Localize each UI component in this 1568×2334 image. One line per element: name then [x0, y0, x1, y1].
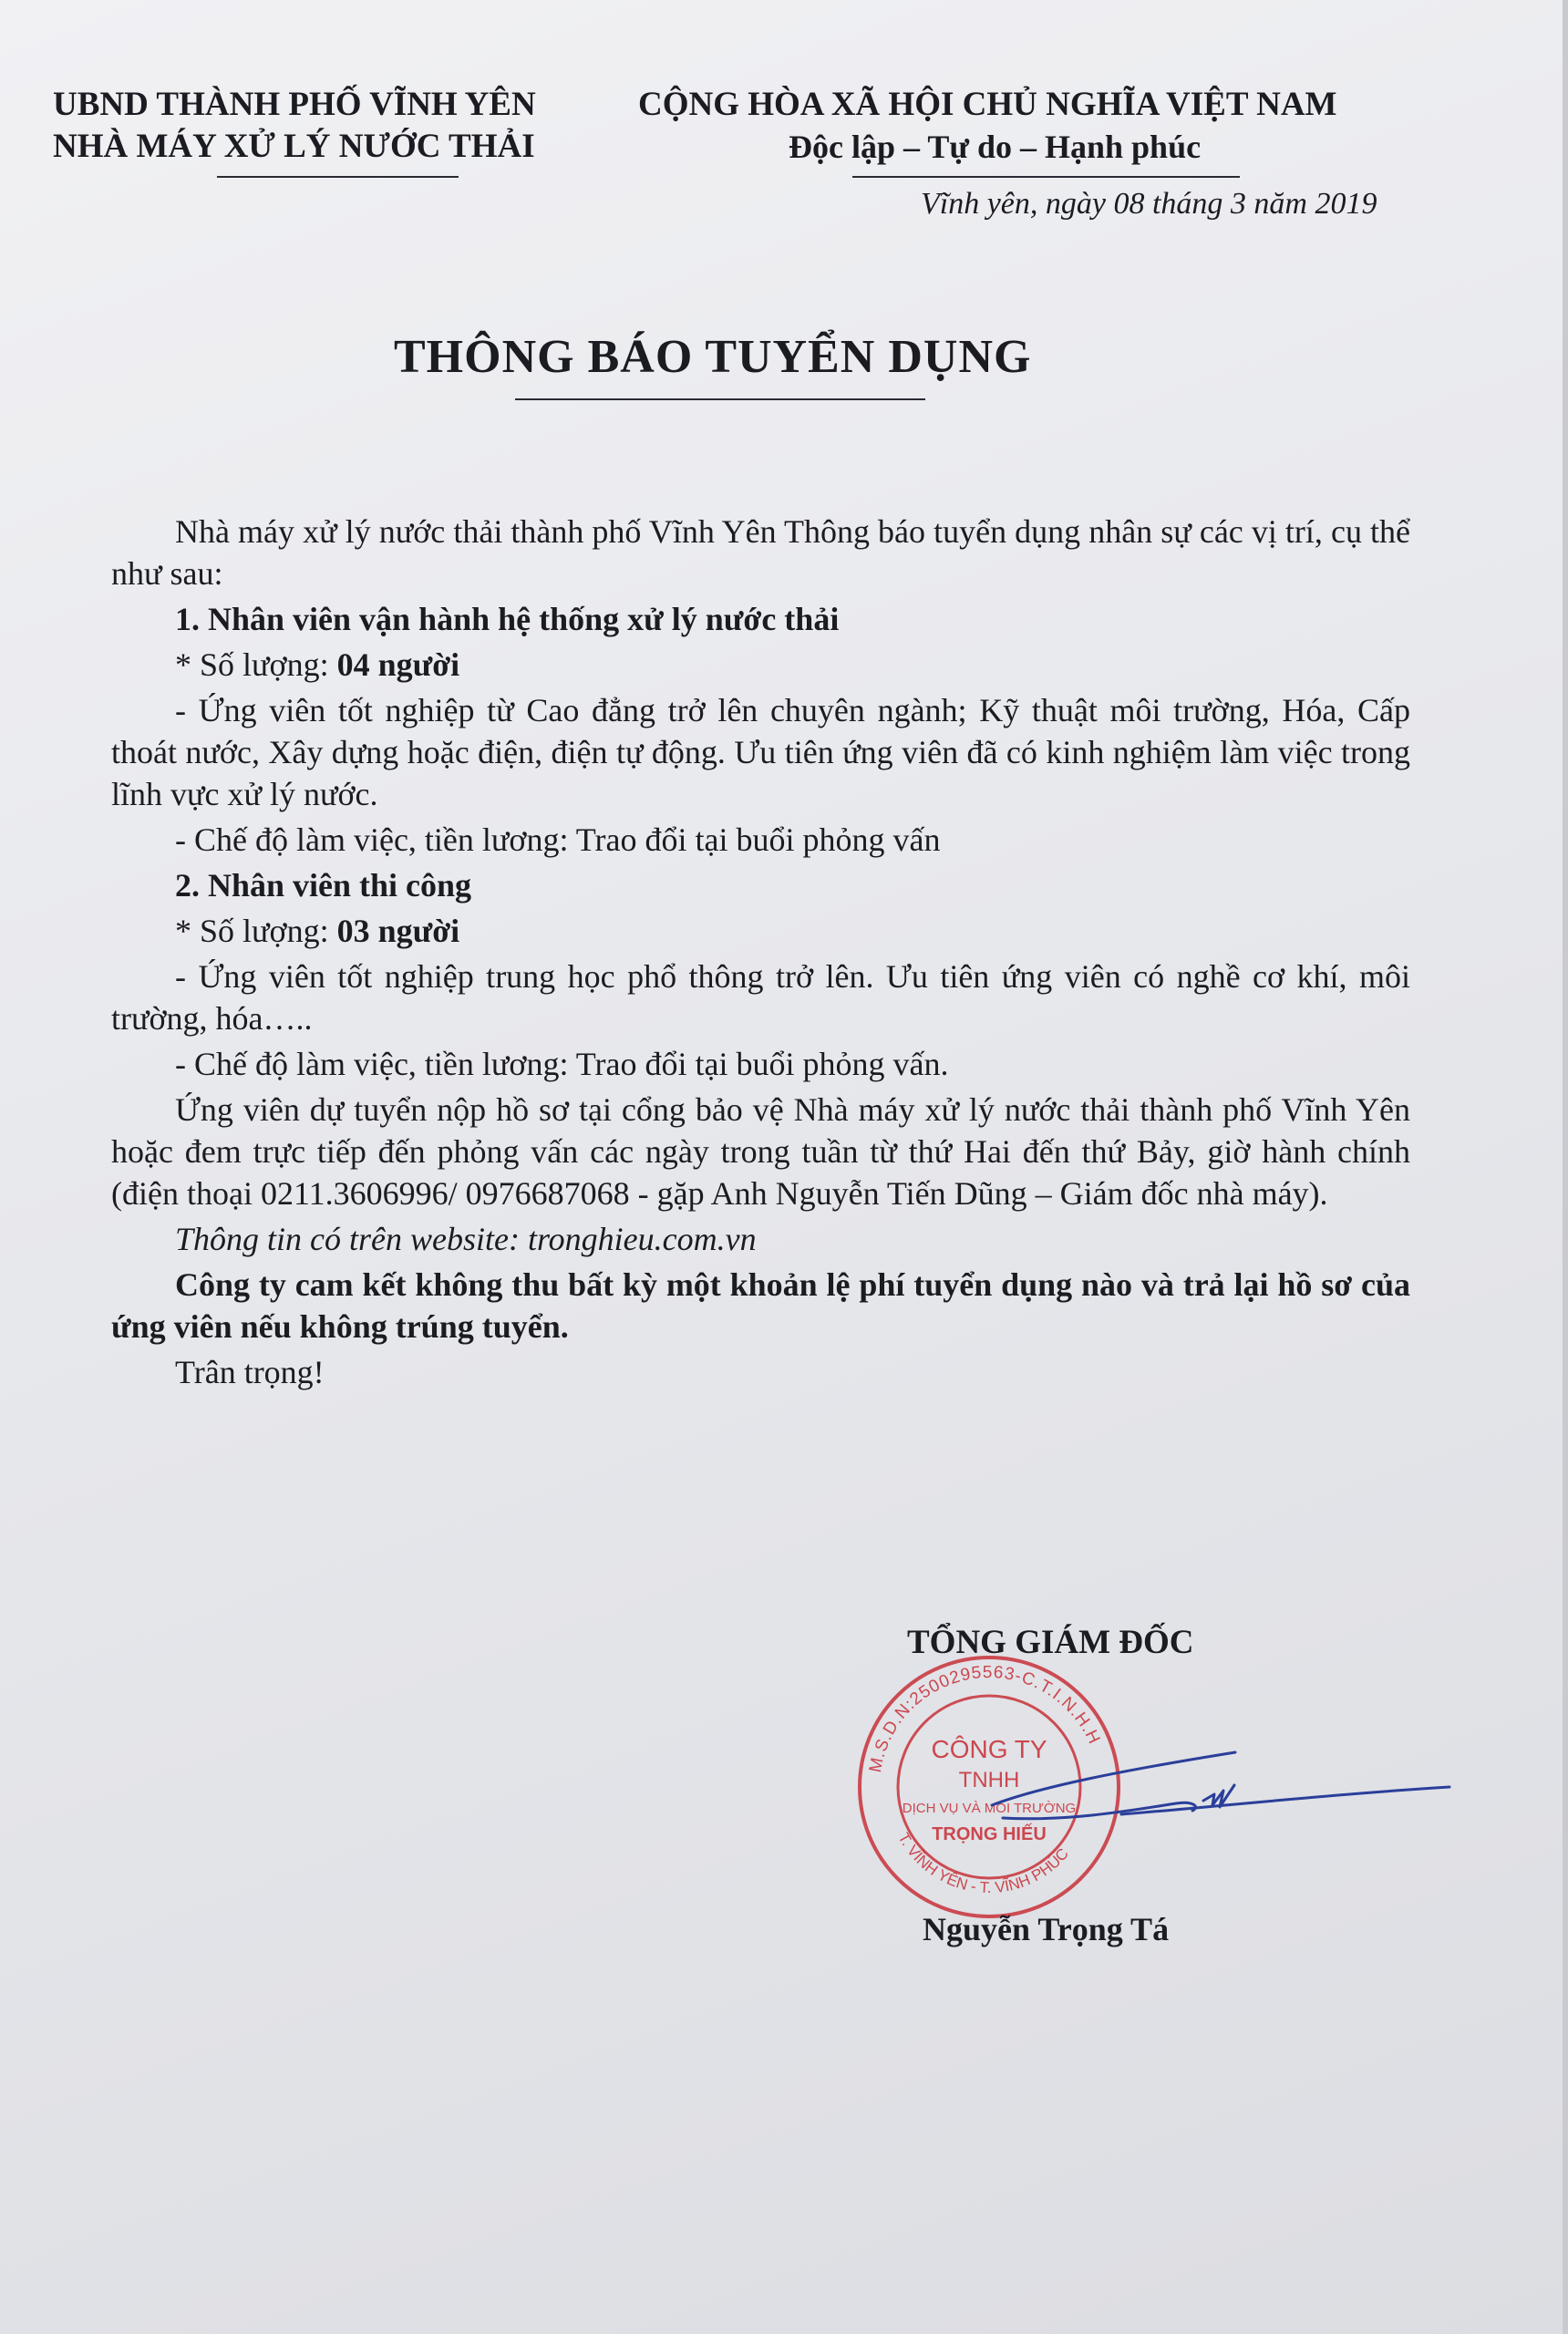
position-1-salary: - Chế độ làm việc, tiền lương: Trao đổi tại buổi phỏng vấn — [175, 821, 941, 858]
position-2-salary: - Chế độ làm việc, tiền lương: Trao đổi tại buổi phỏng vấn. — [175, 1046, 949, 1082]
title-underline — [515, 398, 925, 400]
intro-paragraph: Nhà máy xử lý nước thải thành phố Vĩnh Yên Thông báo tuyển dụng nhân sự các vị trí, cụ thể như sau: — [111, 513, 1410, 592]
country-line-1: CỘNG HÒA XÃ HỘI CHỦ NGHĨA VIỆT NAM — [638, 86, 1337, 123]
position-1-quantity — [111, 644, 1410, 686]
stamp-line-4: TRỌNG HIẾU — [932, 1824, 1047, 1844]
closing-greeting: Trân trọng! — [175, 1354, 325, 1390]
stamp-ring-text-bottom: T. VĨNH YÊN - T. VĨNH PHÚC — [894, 1829, 1072, 1896]
position-2-quantity-label: * Số lượng: — [175, 913, 337, 949]
stamp-line-3: DỊCH VỤ VÀ MÔI TRƯỜNG — [902, 1801, 1077, 1816]
position-2-requirements: - Ứng viên tốt nghiệp trung học phổ thông trở lên. Ưu tiên ứng viên có nghề cơ khí, môi trường, hóa….. — [111, 958, 1410, 1037]
country-motto: Độc lập – Tự do – Hạnh phúc — [789, 129, 1202, 165]
application-paragraph: Ứng viên dự tuyển nộp hồ sơ tại cổng bảo vệ Nhà máy xử lý nước thải thành phố Vĩnh Yên hoặc đem trực tiếp đến phỏng vấn các ngày trong tuần từ thứ Hai đến thứ Bảy, giờ hành chính (điện thoại 0211.3606996/ 0976687068 - gặp Anh Nguyễn Tiến Dũng – Giám đốc nhà máy). — [111, 1091, 1410, 1212]
stamp-ring-text: M.S.D.N:2500295563-C.T.I.N.H.H — [865, 1662, 1104, 1774]
org-line-1: UBND THÀNH PHỐ VĨNH YÊN — [53, 86, 536, 123]
position-1-title: 1. Nhân viên vận hành hệ thống xử lý nước thải — [175, 601, 840, 637]
motto-underline — [852, 176, 1240, 178]
position-2-title: 2. Nhân viên thi công — [175, 867, 472, 904]
position-2-quantity — [111, 910, 1410, 952]
commitment-paragraph: Công ty cam kết không thu bất kỳ một khoản lệ phí tuyển dụng nào và trả lại hồ sơ của ứng viên nếu không trúng tuyển. — [111, 1266, 1410, 1345]
document-date: Vĩnh yên, ngày 08 tháng 3 năm 2019 — [921, 187, 1377, 221]
stamp-line-2: TNHH — [958, 1768, 1020, 1792]
position-2-quantity-value: 03 người — [336, 913, 460, 949]
org-line-2: NHÀ MÁY XỬ LÝ NƯỚC THẢI — [53, 128, 535, 165]
org-underline — [217, 176, 459, 178]
position-1-quantity-label: * Số lượng: — [175, 646, 337, 683]
document-title: THÔNG BÁO TUYỂN DỤNG — [394, 331, 1032, 383]
country-header — [638, 84, 1336, 168]
position-1-requirements: - Ứng viên tốt nghiệp từ Cao đẳng trở lên chuyên ngành; Kỹ thuật môi trường, Hóa, Cấp thoát nước, Xây dựng hoặc điện, điện tự động. Ưu tiên ứng viên đã có kinh nghiệm làm việc trong lĩnh vực xử lý nước. — [111, 692, 1410, 812]
stamp-line-1: CÔNG TY — [931, 1735, 1047, 1763]
position-1-quantity-value: 04 người — [336, 646, 460, 683]
signatory-role: TỔNG GIÁM ĐỐC — [907, 1624, 1194, 1661]
signatory-name: Nguyễn Trọng Tá — [923, 1911, 1170, 1947]
organization-header — [53, 84, 536, 168]
handwritten-signature — [985, 1750, 1459, 1851]
website-note: Thông tin có trên website: tronghieu.com.vn — [175, 1221, 757, 1257]
document-body — [111, 511, 1410, 1397]
